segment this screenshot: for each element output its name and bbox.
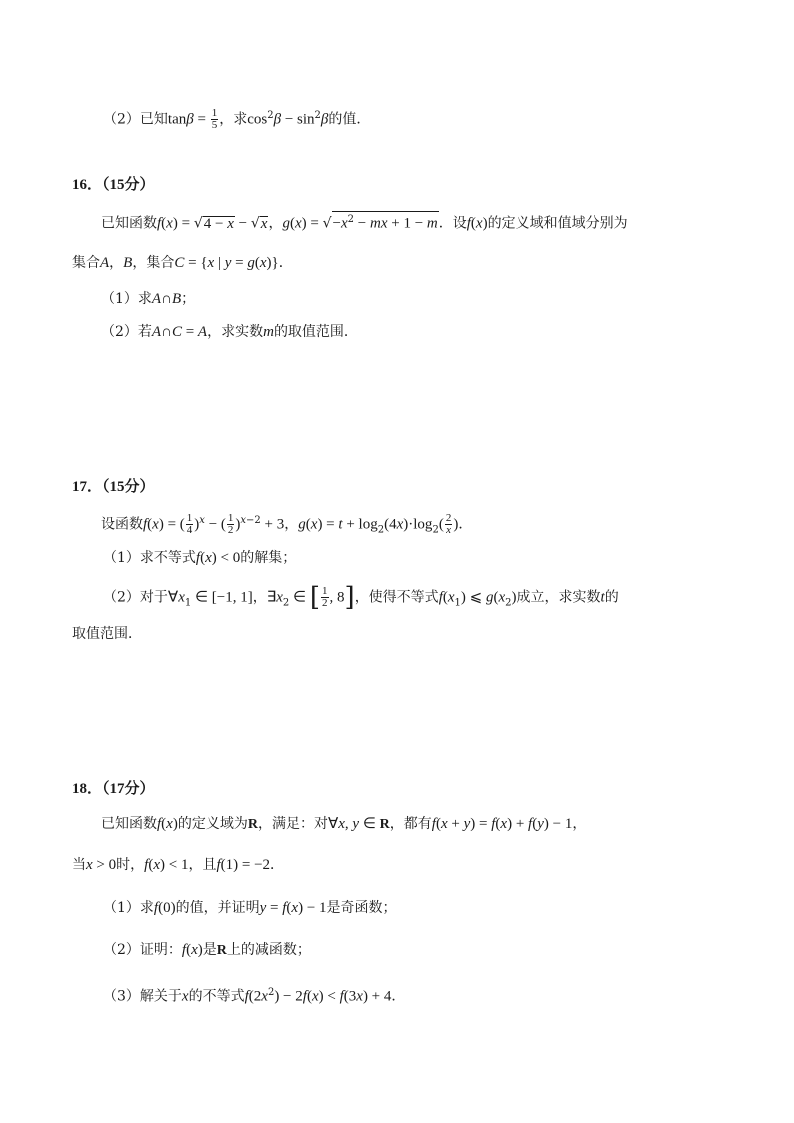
- q17-part1: （1）求不等式f(x) < 0的解集；: [103, 550, 297, 566]
- q17-part2-line2: 取值范围．: [72, 626, 142, 642]
- q18-stem-line1: 已知函数f(x)的定义域为R，满足：对∀x, y ∈ R，都有f(x + y) = f(x) + f(y) − 1，: [101, 816, 587, 832]
- q17-stem: 设函数f(x) = ( $\frac{1}{4}$ )$^x$ − ( $\frac{1}{2}$ )$^{x-2}$ + 3，$g(x) = t + \log_2(4x)\cdot\log_2$( $\frac{2}{x}$ )．: [101, 512, 473, 537]
- q18-part3: （3）解关于x的不等式$f(2x^2) - 2f(x) < f(3x) + 4$．: [103, 987, 406, 1005]
- q18-part2: （2）证明：f(x)是R上的减函数；: [103, 942, 311, 958]
- q17-part2-line1: （2）对于$\forall x_1$ ∈ [−1, 1]，$\exists x_2$ ∈ [ $\frac{1}{2}$ , 8]，使得不等式$f(x_1)$ ⩽ $g(x_2)$成立，求实数t的: [103, 582, 619, 613]
- q16-part1: （1）求A∩B；: [101, 291, 196, 307]
- q17-header: 17．（15分）: [72, 479, 155, 495]
- q16-part2: （2）若A∩C = A，求实数m的取值范围．: [101, 324, 358, 340]
- q16-header: 16．（15分）: [72, 177, 155, 193]
- q15-part2: （2）已知tanβ = $\frac{1}{5}$ ，求$\cos^2\beta - \sin^2\beta$的值．: [103, 107, 371, 132]
- q18-header: 18．（17分）: [72, 781, 155, 797]
- q18-part1: （1）求f(0)的值，并证明y = f(x) − 1是奇函数；: [103, 900, 397, 916]
- q16-stem-line1: 已知函数f(x) = √4 − x − √x，$g(x) = √-x^2$ − mx + 1 − m．设f(x)的定义域和值域分别为: [101, 211, 628, 234]
- q16-stem-line2: 集合A，B，集合C = {x | y = g(x)}．: [72, 255, 293, 271]
- q18-stem-line2: 当x > 0时，f(x) < 1，且f(1) = −2．: [72, 857, 285, 873]
